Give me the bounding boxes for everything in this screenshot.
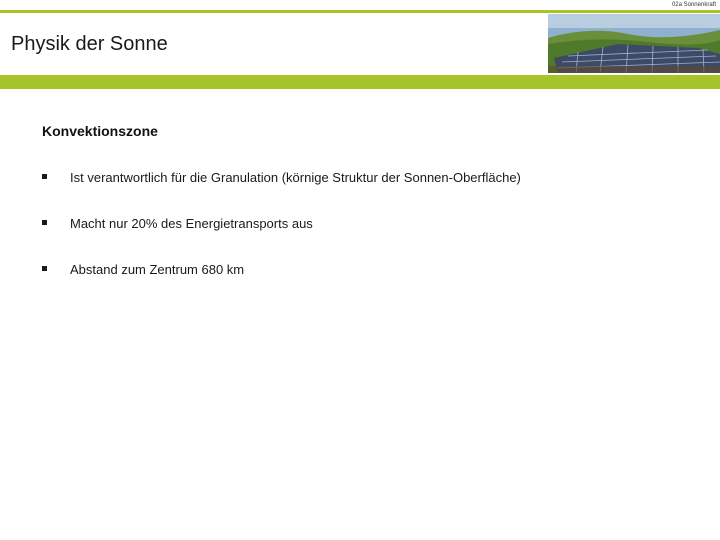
- list-item: [42, 262, 702, 308]
- page-title: Physik der Sonne: [11, 33, 168, 55]
- bullet-text: Ist verantwortlich für die Granulation (körnige Struktur der Sonnen-Oberfläche): [70, 170, 521, 185]
- bullet-text: Abstand zum Zentrum 680 km: [70, 262, 245, 277]
- section-heading: Konvektionszone: [42, 123, 158, 139]
- list-item: [42, 170, 702, 216]
- square-bullet-icon: [42, 266, 47, 271]
- solar-panels-photo: [548, 14, 720, 73]
- bullet-list: [42, 170, 702, 308]
- corner-label: 02a Sonnenkraft: [671, 2, 716, 8]
- header-accent-bar-bottom: [0, 75, 720, 89]
- solar-panels-photo-icon: [548, 14, 720, 73]
- square-bullet-icon: [42, 220, 47, 225]
- square-bullet-icon: [42, 174, 47, 179]
- list-item: [42, 216, 702, 262]
- bullet-text: Macht nur 20% des Energietransports aus: [70, 216, 313, 231]
